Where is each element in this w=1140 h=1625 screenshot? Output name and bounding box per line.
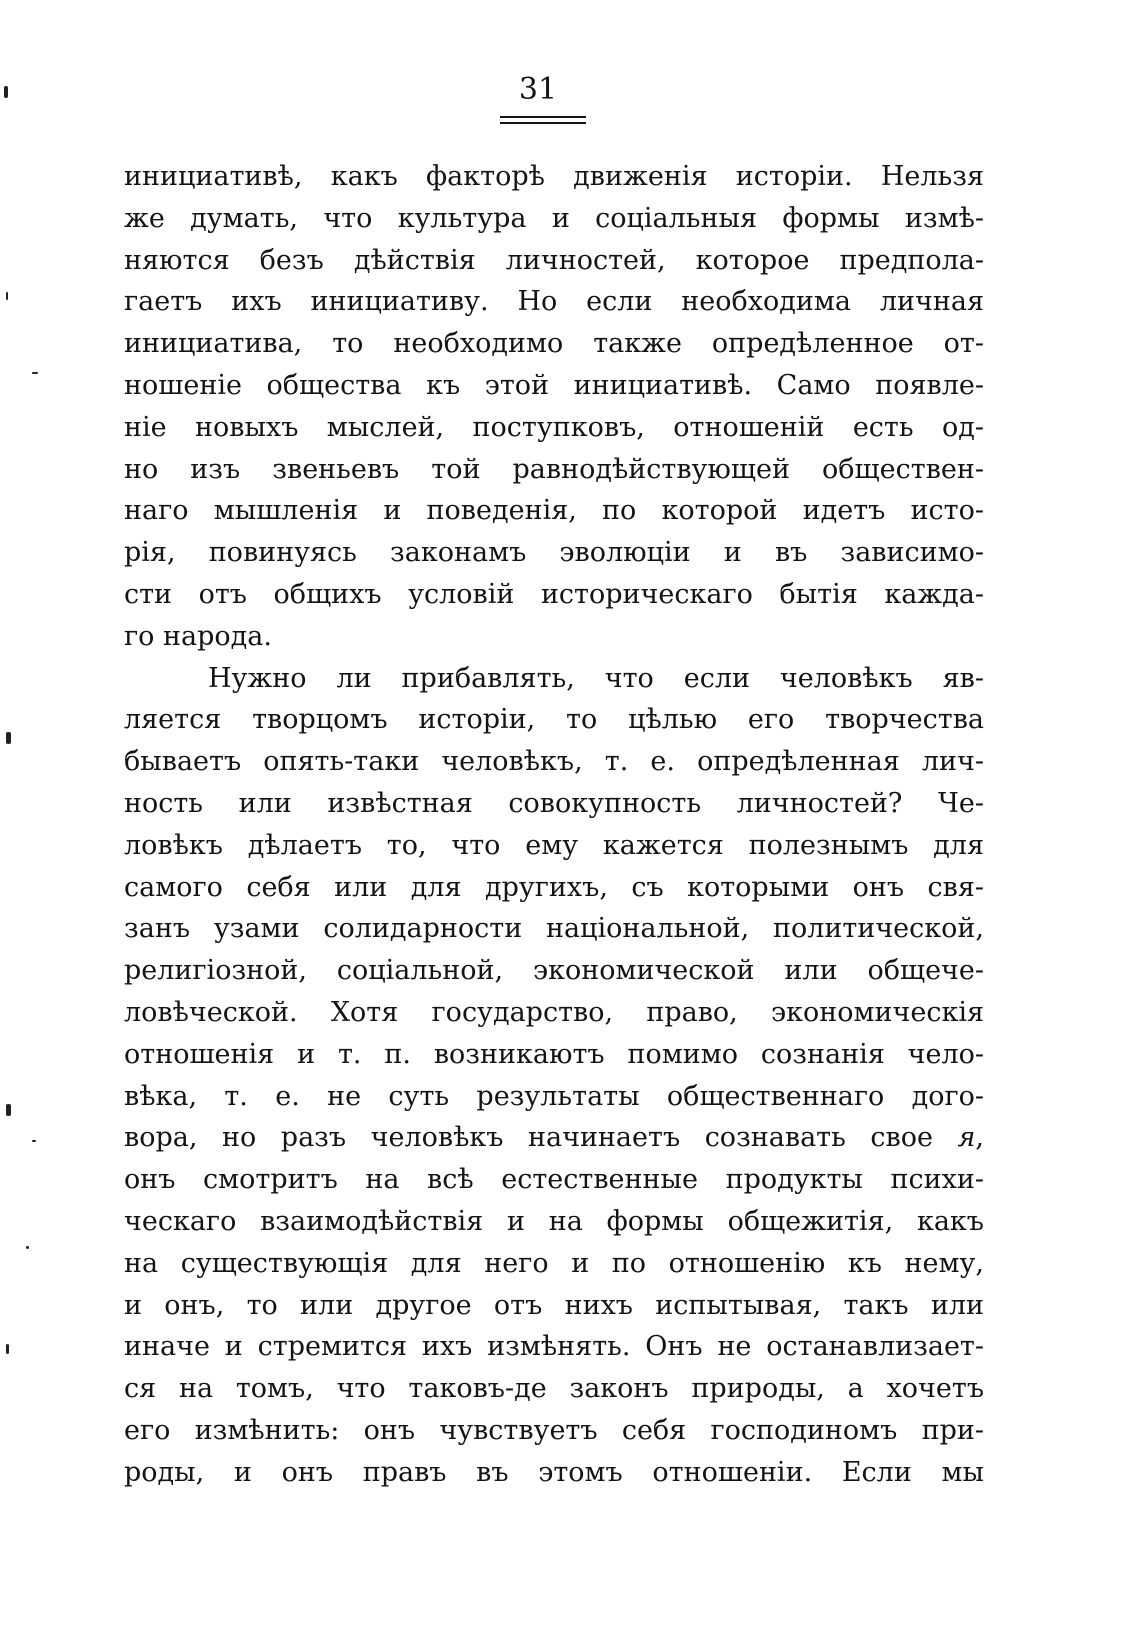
text-line: го народа. xyxy=(124,620,272,652)
text-line: ляется творцомъ исторіи, то цѣлью его творчества xyxy=(124,704,984,736)
text-line: религіозной, соціальной, экономической или общече- xyxy=(124,955,984,987)
text-line: ся на томъ, что таковъ-де законъ природы, а хочетъ xyxy=(124,1373,984,1405)
text-line: бываетъ опять-таки человѣкъ, т. е. опредѣленная лич- xyxy=(124,746,984,778)
text-line: на существующія для него и по отношенію къ нему, xyxy=(124,1247,984,1279)
text-line-with-italic xyxy=(124,1117,984,1159)
text-line: роды, и онъ правъ въ этомъ отношеніи. Если мы xyxy=(124,1456,984,1488)
text-line: наго мышленія и поведенія, по которой идетъ исто- xyxy=(124,495,984,527)
text-line: же думать, что культура и соціальныя формы измѣ- xyxy=(124,202,984,234)
scan-speck xyxy=(32,372,38,374)
scan-speck xyxy=(4,86,8,98)
line-segment: , xyxy=(975,1122,984,1154)
text-line: ловѣкъ дѣлаетъ то, что ему кажется полезнымъ для xyxy=(124,829,984,861)
text-line: его измѣнить: онъ чувствуетъ себя господиномъ при- xyxy=(124,1414,984,1446)
text-line: ношеніе общества къ этой инициативѣ. Само появле- xyxy=(124,369,984,401)
scan-speck xyxy=(32,1140,36,1142)
scan-speck xyxy=(26,1246,29,1249)
text-line: ческаго взаимодѣйствія и на формы общежитія, какъ xyxy=(124,1205,984,1237)
body-text xyxy=(124,156,984,1494)
text-line: инициативѣ, какъ факторѣ движенія исторіи. Нельзя xyxy=(124,161,984,192)
text-line: но изъ звеньевъ той равнодѣйствующей обществен- xyxy=(124,453,984,485)
text-line: няются безъ дѣйствія личностей, которое предпола- xyxy=(124,244,984,276)
text-line: инициатива, то необходимо также опредѣленное от- xyxy=(124,328,984,360)
text-line: ловѣческой. Хотя государство, право, экономическія xyxy=(124,996,984,1028)
text-line: гаетъ ихъ инициативу. Но если необходима личная xyxy=(124,286,984,318)
text-line: ніе новыхъ мыслей, поступковъ, отношеній есть од- xyxy=(124,411,984,443)
page-number-rule-bottom xyxy=(500,122,586,124)
text-line: и онъ, то или другое отъ нихъ испытывая, такъ или xyxy=(124,1289,984,1321)
page-number-rule-top xyxy=(500,116,586,118)
italic-word: я xyxy=(957,1122,976,1154)
scan-speck xyxy=(6,732,11,744)
scan-speck xyxy=(6,292,8,300)
text-line: иначе и стремится ихъ измѣнять. Онъ не останавлизает- xyxy=(124,1331,984,1363)
text-line: онъ смотритъ на всѣ естественные продукты психи- xyxy=(124,1164,984,1196)
text-line: отношенія и т. п. возникаютъ помимо сознанія чело- xyxy=(124,1038,984,1070)
scan-speck xyxy=(6,1104,11,1116)
text-line: самого себя или для другихъ, съ которыми онъ свя- xyxy=(124,871,984,903)
line-segment: вора, но разъ человѣкъ начинаетъ сознавать свое xyxy=(124,1122,958,1154)
paragraph-2 xyxy=(124,658,984,1494)
scan-speck xyxy=(6,1344,9,1354)
text-line: вѣка, т. е. не суть результаты общественнаго дого- xyxy=(124,1080,984,1112)
text-line: рія, повинуясь законамъ эволюціи и въ зависимо- xyxy=(124,537,984,569)
text-line: занъ узами солидарности національной, политической, xyxy=(124,913,984,945)
text-line: Нужно ли прибавлять, что если человѣкъ яв- xyxy=(208,662,984,694)
paragraph-1 xyxy=(124,156,984,658)
text-line: сти отъ общихъ условій историческаго бытія кажда- xyxy=(124,578,984,610)
text-line: ность или извѣстная совокупность личностей? Че- xyxy=(124,787,984,819)
page-number: 31 xyxy=(518,72,558,107)
